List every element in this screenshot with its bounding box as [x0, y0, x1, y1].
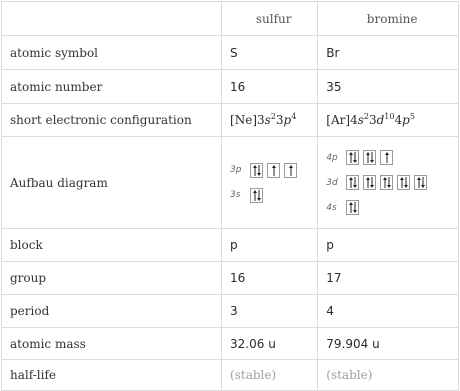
orbital-boxes — [346, 150, 393, 165]
spin-down-arrow-icon — [257, 190, 261, 201]
orbital-boxes — [346, 200, 359, 215]
sulfur-atomic-number: 16 — [222, 70, 318, 104]
sulfur-half-life: (stable) — [222, 360, 318, 391]
label-group: group — [2, 262, 222, 295]
bromine-period: 4 — [318, 295, 459, 328]
config-orbital: s — [264, 113, 271, 127]
orbital-boxes — [346, 175, 427, 190]
row-atomic-mass — [2, 328, 459, 360]
bromine-group: 17 — [318, 262, 459, 295]
orbital-box — [363, 175, 376, 190]
spin-up-arrow-icon — [272, 165, 276, 176]
config-shell-n: 4 — [350, 113, 358, 127]
bromine-block: p — [318, 229, 459, 262]
config-electrons: 2 — [363, 112, 369, 121]
sulfur-group: 16 — [222, 262, 318, 295]
spin-down-arrow-icon — [370, 152, 374, 163]
subshell-label: 4s — [326, 202, 337, 213]
label-half-life: half-life — [2, 360, 222, 391]
spin-down-arrow-icon — [353, 152, 357, 163]
bromine-atomic-number: 35 — [318, 70, 459, 104]
bromine-half-life: (stable) — [318, 360, 459, 391]
header-row — [2, 2, 459, 36]
orbital-boxes — [250, 188, 263, 203]
aufbau-subshell — [230, 163, 317, 178]
subshell-label: 3d — [326, 177, 338, 188]
aufbau-subshell — [230, 188, 317, 203]
config-shell-n: 3 — [275, 113, 284, 127]
bromine-aufbau-diagram — [318, 137, 459, 229]
element-comparison-table — [1, 1, 459, 391]
label-atomic-number: atomic number — [2, 70, 222, 104]
config-shell-n: 4 — [394, 113, 403, 127]
orbital-box — [284, 163, 297, 178]
config-core: [Ne] — [230, 113, 257, 127]
label-electron-config: short electronic configuration — [2, 104, 222, 137]
aufbau-diagram — [326, 150, 458, 215]
subshell-label: 3s — [230, 190, 241, 200]
sulfur-period: 3 — [222, 295, 318, 328]
row-half-life — [2, 360, 459, 391]
config-shell-n: 3 — [368, 113, 377, 127]
sulfur-aufbau-diagram — [222, 137, 318, 229]
header-sulfur: sulfur — [222, 2, 318, 36]
orbital-box — [363, 150, 376, 165]
spin-down-arrow-icon — [353, 177, 357, 188]
config-electrons: 10 — [384, 112, 395, 121]
sulfur-block: p — [222, 229, 318, 262]
orbital-box — [346, 200, 359, 215]
orbital-box — [346, 175, 359, 190]
config-orbital: s — [357, 113, 364, 127]
orbital-box — [414, 175, 427, 190]
row-electron-config — [2, 104, 459, 137]
subshell-label: 4p — [326, 152, 338, 163]
aufbau-subshell — [326, 150, 458, 165]
aufbau-subshell — [326, 175, 458, 190]
spin-down-arrow-icon — [387, 177, 391, 188]
orbital-box — [397, 175, 410, 190]
orbital-box — [380, 175, 393, 190]
bromine-atomic-mass: 79.904 u — [318, 328, 459, 360]
spin-down-arrow-icon — [421, 177, 425, 188]
row-aufbau — [2, 137, 459, 229]
orbital-boxes — [250, 163, 297, 178]
aufbau-subshell — [326, 200, 458, 215]
spin-down-arrow-icon — [370, 177, 374, 188]
header-empty-cell — [2, 2, 222, 36]
row-atomic-symbol — [2, 36, 459, 70]
aufbau-diagram — [230, 163, 317, 203]
sulfur-atomic-mass: 32.06 u — [222, 328, 318, 360]
row-period — [2, 295, 459, 328]
row-block — [2, 229, 459, 262]
header-bromine: bromine — [318, 2, 459, 36]
spin-up-arrow-icon — [385, 152, 389, 163]
subshell-label: 3p — [230, 165, 242, 175]
sulfur-electron-config — [222, 104, 318, 137]
spin-down-arrow-icon — [257, 165, 261, 176]
label-atomic-mass: atomic mass — [2, 328, 222, 360]
config-shell-n: 3 — [257, 113, 265, 127]
spin-down-arrow-icon — [353, 202, 357, 213]
orbital-box — [267, 163, 280, 178]
sulfur-atomic-symbol: S — [222, 36, 318, 70]
spin-up-arrow-icon — [289, 165, 293, 176]
config-core: [Ar] — [326, 113, 351, 127]
config-electrons: 4 — [291, 112, 297, 121]
label-atomic-symbol: atomic symbol — [2, 36, 222, 70]
orbital-box — [346, 150, 359, 165]
row-group — [2, 262, 459, 295]
orbital-box — [250, 163, 263, 178]
orbital-box — [380, 150, 393, 165]
config-orbital: d — [376, 113, 385, 127]
config-electrons: 5 — [409, 112, 415, 121]
config-orbital: p — [283, 113, 292, 127]
row-atomic-number — [2, 70, 459, 104]
bromine-atomic-symbol: Br — [318, 36, 459, 70]
bromine-electron-config — [318, 104, 459, 137]
config-orbital: p — [402, 113, 410, 127]
label-period: period — [2, 295, 222, 328]
label-block: block — [2, 229, 222, 262]
label-aufbau: Aufbau diagram — [2, 137, 222, 229]
spin-down-arrow-icon — [404, 177, 408, 188]
config-electrons: 2 — [270, 112, 276, 121]
orbital-box — [250, 188, 263, 203]
